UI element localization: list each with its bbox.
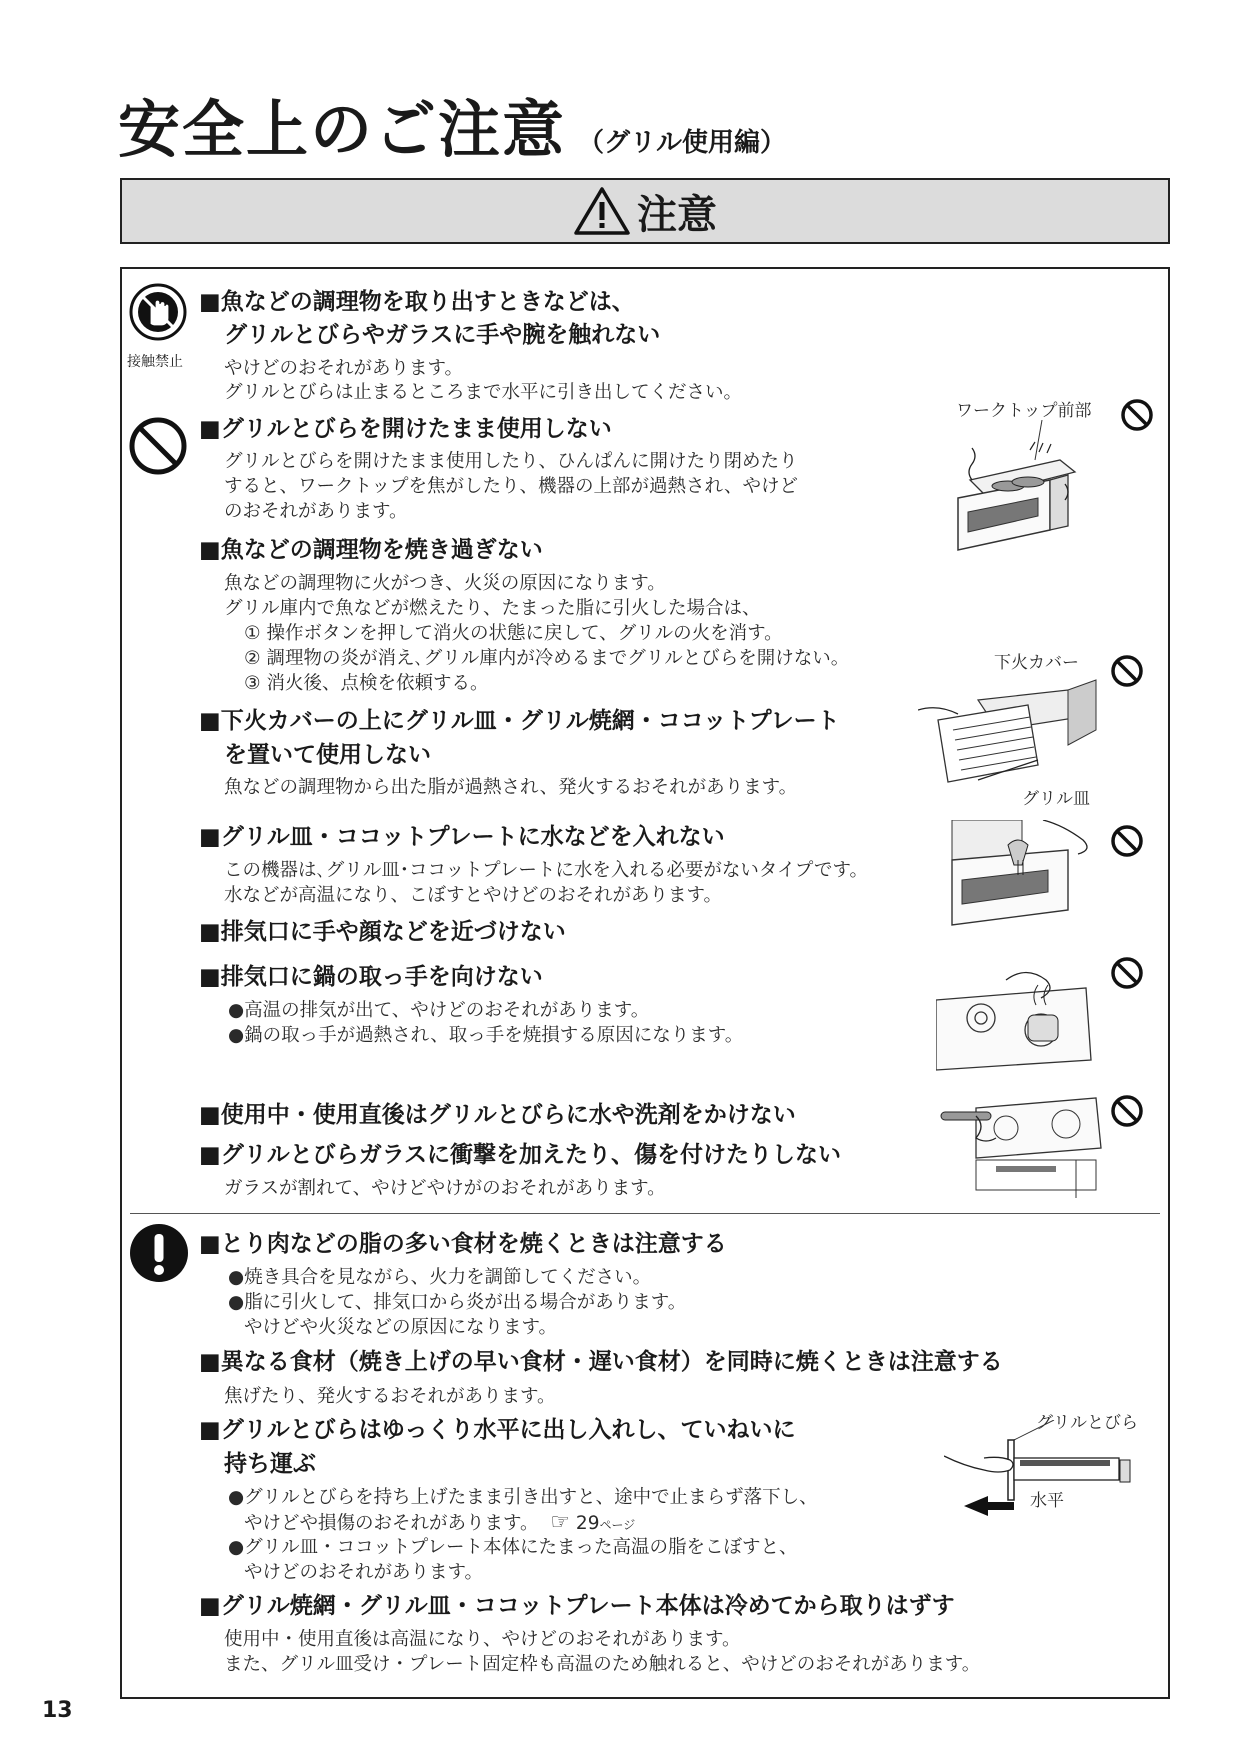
section-heading: ■グリルとびらを開けたまま使用しない — [199, 416, 612, 442]
prohibition-icon — [1110, 956, 1144, 990]
section-body: グリル庫内で魚などが燃えたり、たまった脂に引火した場合は、 — [224, 598, 761, 619]
no-touch-label: 接触禁止 — [127, 354, 183, 370]
section-heading: ■グリル焼網・グリル皿・ココットプレート本体は冷めてから取りはずす — [199, 1593, 955, 1619]
section-body: ③ 消火後、点検を依頼する。 — [244, 673, 489, 694]
caption-grill-pan: グリル皿 — [1022, 789, 1090, 809]
caution-banner — [120, 178, 1170, 244]
mandatory-action-icon — [128, 1222, 190, 1284]
section-body: ●グリルとびらを持ち上げたまま引き出すと、途中で止まらず落下し、 — [228, 1487, 818, 1508]
caption-grill-door: グリルとびら — [1036, 1413, 1138, 1433]
page-number: 13 — [42, 1698, 73, 1723]
section-body: 魚などの調理物に火がつき、火災の原因になります。 — [224, 573, 666, 594]
warning-triangle-icon — [573, 186, 631, 236]
page-reference-unit: ページ — [599, 1518, 636, 1532]
section-body: 魚などの調理物から出た脂が過熱され、発火するおそれがあります。 — [224, 777, 798, 798]
caption-lower-cover: 下火カバー — [994, 653, 1079, 673]
section-heading: ■使用中・使用直後はグリルとびらに水や洗剤をかけない — [199, 1102, 796, 1128]
water-in-pan-illustration — [948, 820, 1108, 940]
section-body: ●鍋の取っ手が過熱され、取っ手を焼損する原因になります。 — [228, 1025, 744, 1046]
prohibition-icon — [1110, 824, 1144, 858]
section-body: ガラスが割れて、やけどやけがのおそれがあります。 — [224, 1178, 666, 1199]
prohibition-icon — [1110, 654, 1144, 688]
page-reference-icon: ☞ — [550, 1510, 571, 1535]
grill-open-illustration — [950, 420, 1080, 560]
water-on-door-illustration — [936, 1088, 1106, 1198]
section-body: すると、ワークトップを焦がしたり、機器の上部が過熱され、やけど — [224, 476, 799, 497]
section-body: やけどや損傷のおそれがあります。 ☞ 29ページ — [244, 1510, 636, 1535]
section-body: やけどのおそれがあります。 — [244, 1562, 484, 1583]
page-title — [118, 80, 786, 169]
section-heading: 持ち運ぶ — [224, 1451, 316, 1477]
lower-cover-illustration — [918, 670, 1098, 790]
section-body: ① 操作ボタンを押して消火の状態に戻して、グリルの火を消す。 — [244, 623, 783, 644]
section-heading: ■下火カバーの上にグリル皿・グリル焼網・ココットプレート — [199, 708, 840, 734]
section-body: ●グリル皿・ココットプレート本体にたまった高温の脂をこぼすと、 — [228, 1537, 798, 1558]
section-body: やけどや火災などの原因になります。 — [244, 1317, 558, 1338]
prohibition-icon — [1110, 1094, 1144, 1128]
section-body: ●焼き具合を見ながら、火力を調節してください。 — [228, 1267, 652, 1288]
section-heading: ■異なる食材（焼き上げの早い食材・遅い食材）を同時に焼くときは注意する — [199, 1349, 1003, 1375]
section-heading: ■魚などの調理物を焼き過ぎない — [199, 537, 543, 563]
section-body: グリルとびらは止まるところまで水平に引き出してください。 — [224, 382, 743, 403]
no-touch-icon — [128, 282, 188, 342]
section-body: また、グリル皿受け・プレート固定枠も高温のため触れると、やけどのおそれがあります。 — [224, 1654, 981, 1675]
section-body: グリルとびらを開けたまま使用したり、ひんぱんに開けたり閉めたり — [224, 451, 798, 472]
prohibition-icon — [1120, 398, 1154, 432]
section-heading: ■排気口に手や顔などを近づけない — [199, 919, 566, 945]
section-body: 焦げたり、発火するおそれがあります。 — [224, 1386, 556, 1407]
section-body: この機器は､グリル皿･ココットプレートに水を入れる必要がないタイプです。 — [224, 860, 868, 881]
caption-horizontal: 水平 — [1030, 1491, 1064, 1511]
section-body: 水などが高温になり、こぼすとやけどのおそれがあります。 — [224, 885, 723, 906]
section-heading: ■とり肉などの脂の多い食材を焼くときは注意する — [199, 1231, 727, 1257]
section-body: やけどのおそれがあります。 — [224, 358, 464, 379]
section-body: ●高温の排気が出て、やけどのおそれがあります。 — [228, 1000, 650, 1021]
caption-worktop: ワークトップ前部 — [956, 401, 1092, 421]
caution-label: 注意 — [637, 191, 717, 238]
section-body: ●脂に引火して、排気口から炎が出る場合があります。 — [228, 1292, 687, 1313]
page-title-main: 安全上のご注意 — [118, 93, 567, 166]
section-heading: ■グリルとびらガラスに衝撃を加えたり、傷を付けたりしない — [199, 1142, 842, 1168]
page-title-sub: （グリル使用編） — [578, 128, 787, 158]
section-heading: ■グリル皿・ココットプレートに水などを入れない — [199, 824, 725, 850]
section-body: 使用中・使用直後は高温になり、やけどのおそれがあります。 — [224, 1629, 741, 1650]
section-body: のおそれがあります。 — [224, 501, 408, 522]
section-heading: ■魚などの調理物を取り出すときなどは、 — [199, 289, 635, 315]
section-heading: を置いて使用しない — [224, 742, 431, 768]
prohibition-icon — [128, 416, 188, 476]
section-heading: ■グリルとびらはゆっくり水平に出し入れし、ていねいに — [199, 1417, 796, 1443]
section-body: ② 調理物の炎が消え､グリル庫内が冷めるまでグリルとびらを開けない。 — [244, 648, 850, 669]
section-divider — [130, 1213, 1160, 1214]
section-heading: グリルとびらやガラスに手や腕を触れない — [224, 322, 661, 348]
exhaust-pot-illustration — [936, 960, 1096, 1072]
page-reference-number: 29 — [575, 1513, 600, 1534]
section-heading: ■排気口に鍋の取っ手を向けない — [199, 964, 543, 990]
